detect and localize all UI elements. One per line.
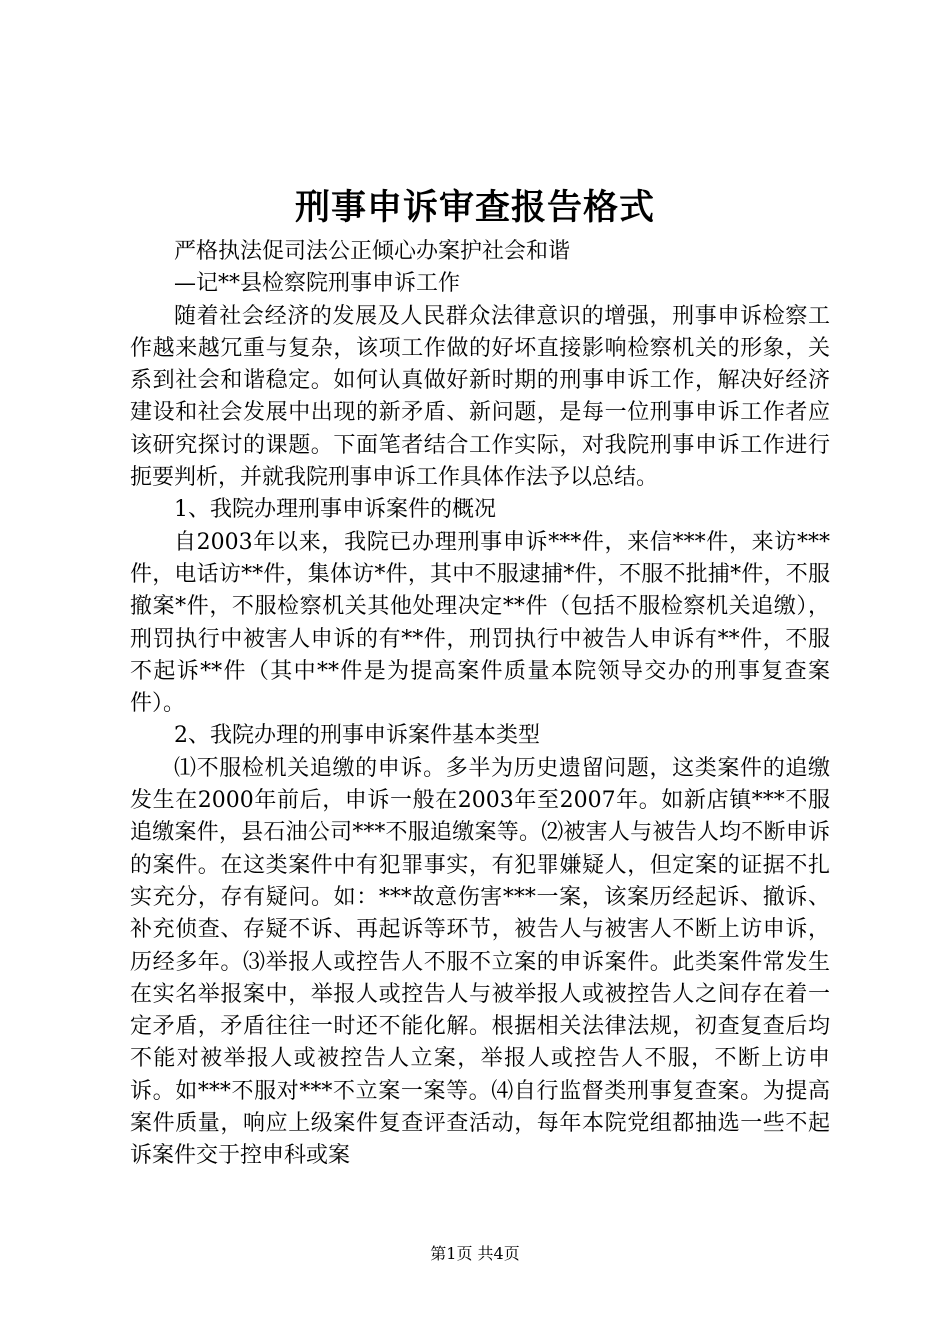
section-heading-2: 2、我院办理的刑事申诉案件基本类型: [174, 723, 540, 749]
intro-paragraph: 随着社会经济的发展及人民群众法律意识的增强，刑事申诉检察工作越来越冗重与复杂，该项工作做的好坏直接影响检察机关的形象，关系到社会和谐稳定。如何认真做好新时期的刑事申诉工作，解决好经济建设和社会发展中出现的新矛盾、新问题，是每一位刑事申诉工作者应该研究探讨的课题。下面笔者结合工作实际，对我院刑事申诉工作进行扼要判析，并就我院刑事申诉工作具体作法予以总结。: [130, 303, 830, 491]
document-body: [130, 236, 830, 1173]
overview-paragraph: 自2003年以来，我院已办理刑事申诉***件，来信***件，来访***件，电话访**件，集体访*件，其中不服逮捕*件，不服不批捕*件，不服撤案*件，不服检察机关其他处理决定**件（包括不服检察机关追缴），刑罚执行中被害人申诉的有**件，刑罚执行中被告人申诉有**件，不服不起诉**件（其中**件是为提高案件质量本院领导交办的刑事复查案件）。: [130, 529, 830, 717]
document-title: 刑事申诉审查报告格式: [294, 187, 655, 228]
types-paragraph: ⑴不服检机关追缴的申诉。多半为历史遗留问题，这类案件的追缴发生在2000年前后，申诉一般在2003年至2007年。如新店镇***不服追缴案件，县石油公司***不服追缴案等。⑵被害人与被告人均不断申诉的案件。在这类案件中有犯罪事实，有犯罪嫌疑人，但定案的证据不扎实充分，存有疑问。如：***故意伤害***一案，该案历经起诉、撤诉、补充侦查、存疑不诉、再起诉等环节，被告人与被害人不断上访申诉，历经多年。⑶举报人或控告人不服不立案的申诉案件。此类案件常发生在实名举报案中，举报人或控告人与被举报人或被控告人之间存在着一定矛盾，矛盾往往一时还不能化解。根据相关法律法规，初查复查后均不能对被举报人或被控告人立案，举报人或控告人不服，不断上访申诉。如***不服对***不立案一案等。⑷自行监督类刑事复查案。为提高案件质量，响应上级案件复查评查活动，每年本院党组都抽选一些不起诉案件交于控申科或案: [130, 755, 830, 1169]
subtitle-note: —记**县检察院刑事申诉工作: [174, 271, 461, 297]
section-heading-1: 1、我院办理刑事申诉案件的概况: [174, 497, 496, 523]
page-number: 第1页 共4页: [430, 1244, 520, 1263]
subtitle-line: 严格执法促司法公正倾心办案护社会和谐: [174, 239, 571, 264]
